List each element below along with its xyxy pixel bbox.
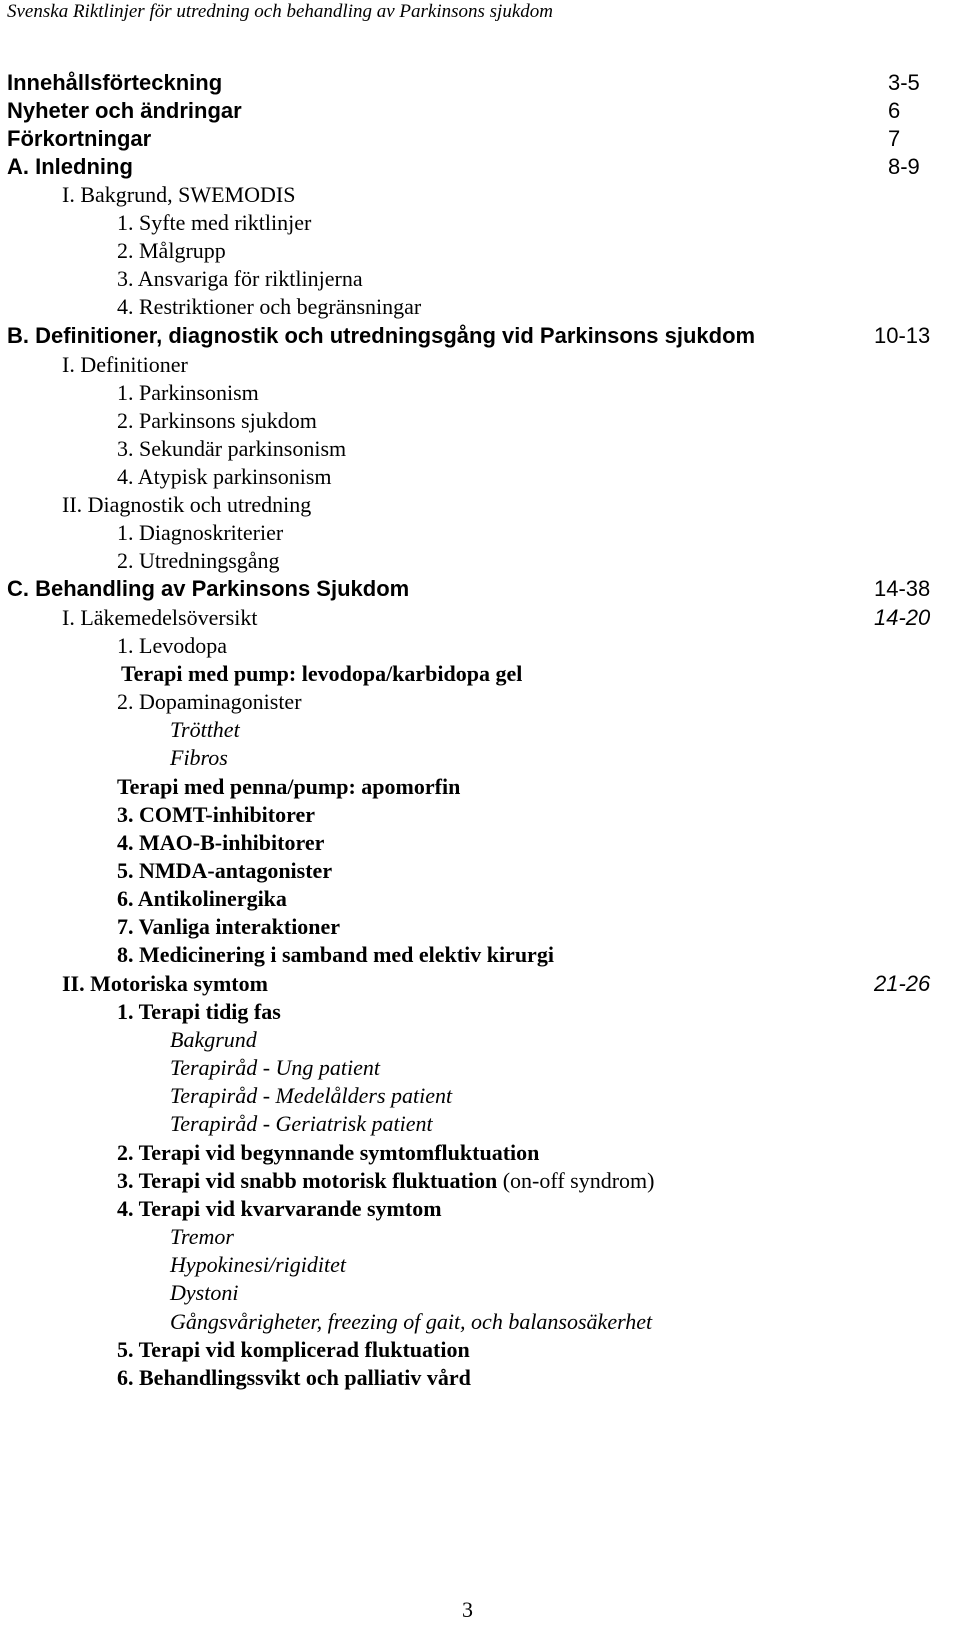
section-b-heading: B. Definitioner, diagnostik och utredningsgång vid Parkinsons sjukdom bbox=[7, 323, 756, 348]
section-c-subitem: Fibros bbox=[170, 745, 228, 770]
snabb-note: (on-off syndrom) bbox=[502, 1168, 655, 1193]
section-b-item: 1. Diagnoskriterier bbox=[117, 520, 284, 545]
section-c-subitem: Bakgrund bbox=[170, 1027, 257, 1052]
section-c-subitem: Terapiråd - Geriatrisk patient bbox=[170, 1111, 433, 1136]
section-c-item: 4. Terapi vid kvarvarande symtom bbox=[117, 1196, 442, 1221]
section-b-item: 4. Atypisk parkinsonism bbox=[117, 464, 332, 489]
section-a-sub-i: I. Bakgrund, SWEMODIS bbox=[62, 182, 296, 207]
section-c-item: 1. Levodopa bbox=[117, 633, 227, 658]
snabb-label: 3. Terapi vid snabb motorisk fluktuation bbox=[117, 1168, 498, 1193]
running-header: Svenska Riktlinjer för utredning och behandling av Parkinsons sjukdom bbox=[7, 1, 553, 22]
section-c-subitem: Tremor bbox=[170, 1224, 234, 1249]
section-c-subitem: Hypokinesi/rigiditet bbox=[170, 1252, 346, 1277]
section-a-heading: A. Inledning bbox=[7, 154, 133, 179]
section-c-subitem: Trötthet bbox=[170, 717, 240, 742]
section-c-pages: 14-38 bbox=[874, 576, 931, 601]
section-c-subitem: Gångsvårigheter, freezing of gait, och balansosäkerhet bbox=[170, 1309, 653, 1334]
section-b-item: 2. Utredningsgång bbox=[117, 548, 280, 573]
toc-title: Innehållsförteckning bbox=[7, 70, 223, 95]
section-c-subitem: Terapiråd - Ung patient bbox=[170, 1055, 381, 1080]
section-c-item: 3. COMT-inhibitorer bbox=[117, 802, 316, 827]
toc-news: Nyheter och ändringar bbox=[7, 98, 242, 123]
section-a-item: 3. Ansvariga för riktlinjerna bbox=[117, 266, 363, 291]
section-a-item: 2. Målgrupp bbox=[117, 238, 226, 263]
section-b-pages: 10-13 bbox=[874, 323, 931, 348]
section-c-item: 7. Vanliga interaktioner bbox=[117, 914, 341, 939]
section-c-sub-ii: II. Motoriska symtom bbox=[62, 971, 268, 996]
section-c-item-snabb bbox=[117, 1167, 654, 1195]
section-c-item: 4. MAO-B-inhibitorer bbox=[117, 830, 325, 855]
section-b-sub-i: I. Definitioner bbox=[62, 352, 188, 377]
toc-news-pages: 6 bbox=[888, 98, 901, 123]
section-c-item: 2. Terapi vid begynnande symtomfluktuation bbox=[117, 1140, 540, 1165]
section-b-item: 3. Sekundär parkinsonism bbox=[117, 436, 347, 461]
section-c-subitem: Dystoni bbox=[170, 1280, 239, 1305]
section-a-pages: 8-9 bbox=[888, 154, 920, 179]
section-c-item: 5. Terapi vid komplicerad fluktuation bbox=[117, 1337, 470, 1362]
section-b-sub-ii: II. Diagnostik och utredning bbox=[62, 492, 312, 517]
section-c-subitem: Terapiråd - Medelålders patient bbox=[170, 1083, 453, 1108]
section-c-item: 1. Terapi tidig fas bbox=[117, 999, 281, 1024]
toc-abbrev-pages: 7 bbox=[888, 126, 901, 151]
section-a-item: 1. Syfte med riktlinjer bbox=[117, 210, 312, 235]
section-c-sub-ii-pages: 21-26 bbox=[874, 971, 931, 996]
section-c-item: 6. Behandlingssvikt och palliativ vård bbox=[117, 1365, 471, 1390]
section-c-sub-i-pages: 14-20 bbox=[874, 605, 931, 630]
toc-abbrev: Förkortningar bbox=[7, 126, 152, 151]
section-a-item: 4. Restriktioner och begränsningar bbox=[117, 294, 422, 319]
section-c-item: 6. Antikolinergika bbox=[117, 886, 287, 911]
section-c-item: Terapi med pump: levodopa/karbidopa gel bbox=[121, 661, 523, 686]
section-b-item: 1. Parkinsonism bbox=[117, 380, 259, 405]
section-c-item: 2. Dopaminagonister bbox=[117, 689, 302, 714]
section-c-heading: C. Behandling av Parkinsons Sjukdom bbox=[7, 576, 410, 601]
section-c-item: 8. Medicinering i samband med elektiv kirurgi bbox=[117, 942, 554, 967]
section-c-item: 5. NMDA-antagonister bbox=[117, 858, 333, 883]
toc-title-pages: 3-5 bbox=[888, 70, 920, 95]
section-c-sub-i: I. Läkemedelsöversikt bbox=[62, 605, 258, 630]
page-number: 3 bbox=[462, 1597, 473, 1622]
section-c-item: Terapi med penna/pump: apomorfin bbox=[117, 774, 461, 799]
section-b-item: 2. Parkinsons sjukdom bbox=[117, 408, 317, 433]
